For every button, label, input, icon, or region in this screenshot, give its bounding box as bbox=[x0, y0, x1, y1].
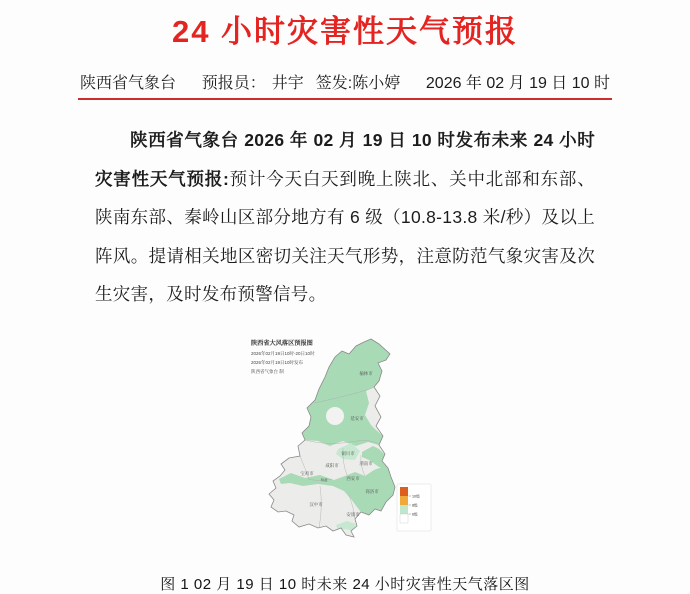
map-city-label: 榆林市 bbox=[359, 370, 373, 376]
map-producer: 陕西省气象台 制 bbox=[251, 368, 284, 374]
legend-label-10: 10级 bbox=[412, 493, 420, 498]
figure-caption: 图 1 02 月 19 日 10 时未来 24 小时灾害性天气落区图 bbox=[160, 575, 530, 593]
map-city-label: 汉中市 bbox=[309, 501, 323, 507]
map-issue-time: 2026年02月19日10时发布 bbox=[251, 359, 304, 365]
map-city-label: 杨凌 bbox=[320, 477, 328, 482]
map-city-label: 西安市 bbox=[346, 475, 360, 481]
forecaster-label: 预报员： bbox=[201, 75, 266, 92]
shaanxi-wind-map bbox=[242, 329, 448, 564]
map-city-label: 安康市 bbox=[346, 511, 360, 517]
map-valid-period: 2026年02月19日10时-20日10时 bbox=[251, 350, 315, 356]
issuer bbox=[316, 70, 400, 93]
map-city-label: 咸阳市 bbox=[325, 462, 339, 468]
legend-swatch-level3 bbox=[400, 487, 408, 496]
document-page bbox=[0, 6, 690, 593]
forecast-map-figure bbox=[242, 329, 448, 564]
forecaster bbox=[202, 70, 304, 93]
issuer-name: 陈小婷 bbox=[352, 75, 401, 92]
legend-swatch-level2 bbox=[400, 496, 408, 505]
forecaster-name: 井宇 bbox=[271, 75, 304, 92]
byline bbox=[80, 70, 610, 93]
issuer-label: 签发: bbox=[315, 75, 353, 92]
legend-swatch-level1 bbox=[400, 505, 408, 514]
document-title: 24 小时灾害性天气预报 bbox=[171, 14, 519, 49]
map-legend bbox=[397, 484, 431, 531]
map-title: 陕西省大风落区预报图 bbox=[251, 339, 313, 347]
map-city-label: 商洛市 bbox=[365, 488, 379, 494]
red-divider-rule bbox=[78, 98, 612, 100]
issue-datetime: 2026 年 02 月 19 日 10 时 bbox=[425, 75, 610, 92]
issuing-agency: 陕西省气象台 bbox=[80, 75, 177, 92]
forecast-paragraph bbox=[95, 121, 595, 314]
legend-label-6: 6级 bbox=[412, 511, 418, 516]
forecast-lead-sentence: 陕西省气象台 2026 年 02 月 19 日 10 时发布未来 24 小时灾害性天气预报: bbox=[95, 130, 595, 189]
map-city-label: 铜川市 bbox=[341, 450, 355, 456]
map-city-label: 延安市 bbox=[350, 415, 364, 421]
map-city-label: 宝鸡市 bbox=[300, 470, 314, 476]
unshaded-blob bbox=[326, 407, 344, 425]
legend-swatch-none bbox=[400, 514, 408, 523]
legend-label-8: 8级 bbox=[412, 502, 418, 507]
forecast-body-text: 预计今天白天到晚上陕北、关中北部和东部、陕南东部、秦岭山区部分地方有 6 级（10.8-13.8 米/秒）及以上阵风。提请相关地区密切关注天气形势，注意防范气象灾害及次生灾害，及时发布预警信号。 bbox=[95, 168, 595, 304]
byline-signatures bbox=[202, 70, 401, 93]
map-city-label: 渭南市 bbox=[359, 460, 373, 466]
